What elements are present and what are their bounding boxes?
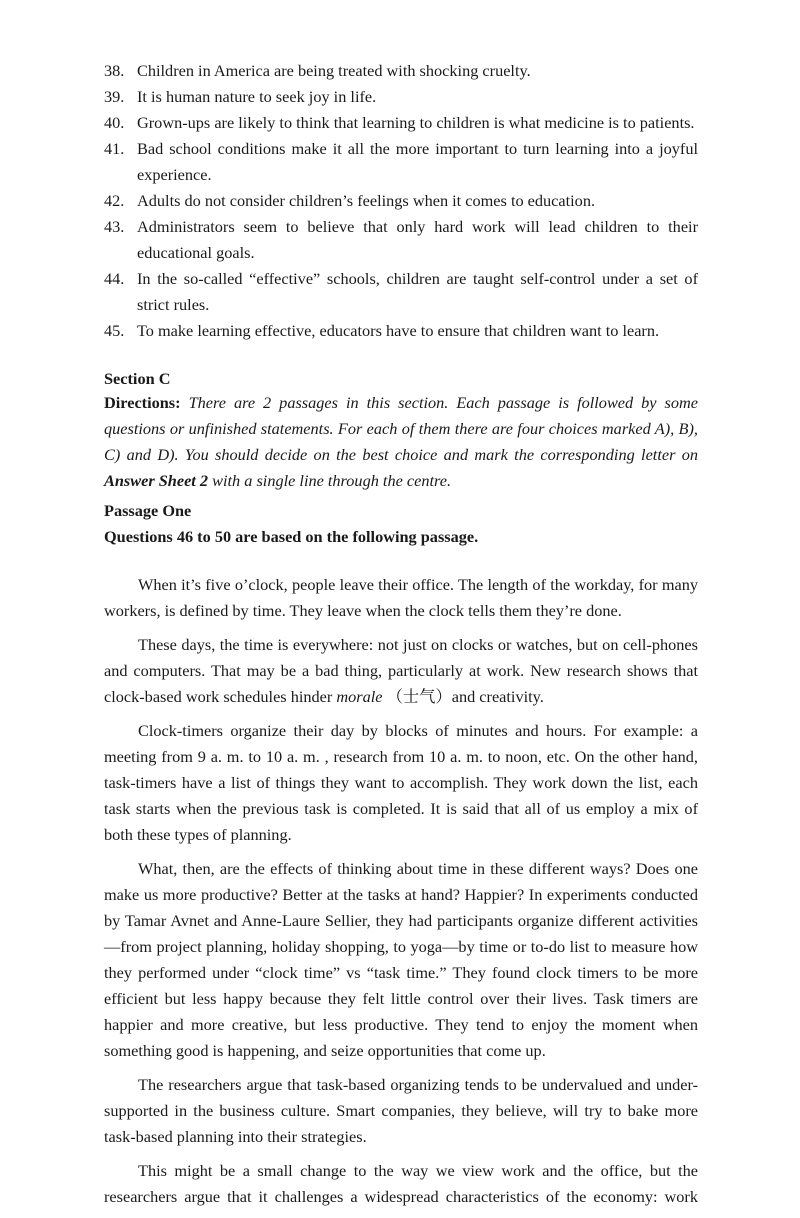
statement-number: 41.: [104, 139, 125, 158]
statement-item: [104, 318, 698, 344]
statement-text: Children in America are being treated with shocking cruelty.: [137, 61, 531, 80]
paragraph: What, then, are the effects of thinking about time in these different ways? Does one make us more productive? Better at the tasks at hand? Happier? In experiments conducted by Tamar Avnet and Anne-Laure Sellier, they had participants organize different activities—from project planning, holiday shopping, to yoga—by time or to-do list to measure how they performed under “clock time” vs “task time.” They found clock timers to be more efficient but less happy because they felt little control over their lives. Task timers are happier and more creative, but less productive. They tend to enjoy the moment when something good is happening, and seize opportunities that come up.: [104, 859, 698, 1060]
statement-item: [104, 110, 698, 136]
statement-text: It is human nature to seek joy in life.: [137, 87, 377, 106]
statement-number: 42.: [104, 191, 125, 210]
paragraph-text: and creativity.: [451, 687, 544, 706]
paragraph: This might be a small change to the way we view work and the office, but the researchers argue that it challenges a widespread characteristics of the economy: work: [104, 1161, 698, 1206]
section-title: Section C: [104, 369, 171, 388]
statement-text: Adults do not consider children’s feelings when it comes to education.: [137, 191, 596, 210]
statement-number: 39.: [104, 87, 125, 106]
paragraph: When it’s five o’clock, people leave their office. The length of the workday, for many workers, is defined by time. They leave when the clock tells them they’re done.: [104, 575, 698, 620]
vocab-word: morale: [336, 687, 383, 706]
statement-item: [104, 58, 698, 84]
statement-text: To make learning effective, educators have to ensure that children want to learn.: [137, 321, 660, 340]
statement-item: [104, 266, 698, 318]
passage-questions: Questions 46 to 50 are based on the following passage.: [104, 527, 479, 546]
statement-number: 44.: [104, 269, 125, 288]
statement-text: In the so-called “effective” schools, children are taught self-control under a set of strict rules.: [137, 269, 698, 314]
statement-item: [104, 214, 698, 266]
statement-number: 40.: [104, 113, 125, 132]
directions: [104, 390, 698, 494]
paragraph: [104, 632, 698, 710]
vocab-gloss: （士气）: [386, 687, 452, 706]
statement-text: Administrators seem to believe that only hard work will lead children to their educational goals.: [137, 217, 698, 262]
statement-number: 38.: [104, 61, 125, 80]
answer-sheet-ref: Answer Sheet 2: [104, 471, 209, 490]
paragraph: Clock-timers organize their day by blocks of minutes and hours. For example: a meeting from 9 a. m. to 10 a. m. , research from 10 a. m. to noon, etc. On the other hand, task-timers have a list of things they want to accomplish. They work down the list, each task starts when the previous task is completed. It is said that all of us employ a mix of both these types of planning.: [104, 721, 698, 844]
statement-number: 43.: [104, 217, 125, 236]
statement-item: [104, 84, 698, 110]
paragraph-text: These days, the time is everywhere: not just on clocks or watches, but on cell-phones and computers. That may be a bad thing, particularly at work. New research shows that clock-based work schedules hinder: [104, 635, 698, 706]
statement-item: [104, 188, 698, 214]
statement-number: 45.: [104, 321, 125, 340]
document-page: [104, 58, 698, 1218]
statement-text: Bad school conditions make it all the more important to turn learning into a joyful experience.: [137, 139, 698, 184]
directions-end: with a single line through the centre.: [212, 471, 452, 490]
statement-item: [104, 136, 698, 188]
directions-text: There are 2 passages in this section. Each passage is followed by some questions or unfinished statements. For each of them there are four choices marked A), B), C) and D). You should decide on the best choice and mark the corresponding letter on: [104, 393, 698, 464]
passage-title: Passage One: [104, 501, 192, 520]
statement-text: Grown-ups are likely to think that learning to children is what medicine is to patients.: [137, 113, 695, 132]
paragraph: The researchers argue that task-based organizing tends to be undervalued and under-supported in the business culture. Smart companies, they believe, will try to bake more task-based planning into their strategies.: [104, 1075, 698, 1146]
directions-label: Directions:: [104, 393, 181, 412]
statement-list: [104, 58, 698, 344]
